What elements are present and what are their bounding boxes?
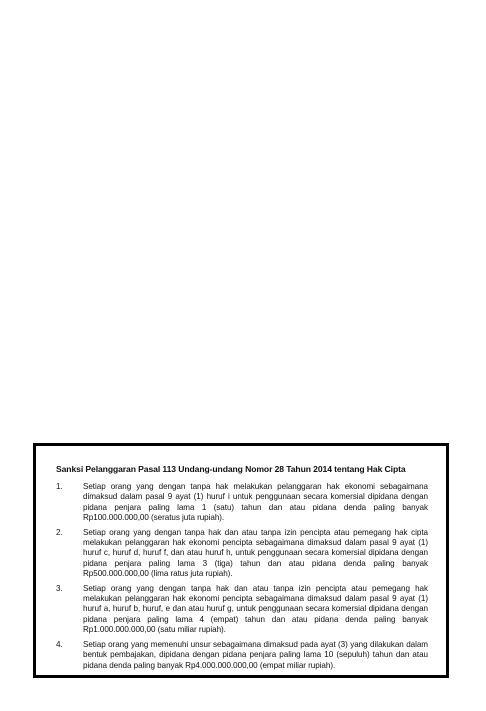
- sanction-list: [56, 482, 428, 671]
- item-number: 3.: [56, 583, 63, 593]
- item-text: Setiap orang yang dengan tanpa hak dan atau tanpa izin pencipta atau pemegang hak melakukan pelanggaran hak ekonomi pencipta sebagaimana dimaksud dalam pasal 9 ayat (1) huruf a, huruf b, huruf, e dan atau huruf g, untuk penggunaan secara komersial dipidana dengan pidana penjara paling lama 4 (empat) tahun dan atau pidana denda paling banyak Rp1.000.000.000,00 (satu miliar rupiah).: [83, 583, 428, 635]
- item-text: Setiap orang yang dengan tanpa hak melakukan pelanggaran hak ekonomi sebagaimana dimaksud dalam pasal 9 ayat (1) huruf i untuk penggunaan secara komersial dipidana dengan pidana penjara paling lama 1 (satu) tahun dan atau pidana denda paling banyak Rp100.000.000,00 (seratus juta rupiah).: [83, 482, 428, 523]
- item-number: 4.: [56, 639, 63, 649]
- list-item: [56, 482, 428, 524]
- list-item: [56, 528, 428, 580]
- list-item: [56, 584, 428, 636]
- item-text: Setiap orang yang memenuhi unsur sebagaimana dimaksud pada ayat (3) yang dilakukan dalam bentuk pembajakan, dipidana dengan pidana penjara paling lama 10 (sepuluh) tahun dan atau pidana denda paling banyak Rp4.000.000.000,00 (empat miliar rupiah).: [83, 639, 428, 670]
- item-text: Setiap orang yang dengan tanpa hak dan atau tanpa izin pencipta atau pemegang hak cipta melakukan pelanggaran hak ekonomi pencipta sebagaimana dimaksud dalam pasal 9 ayat (1) huruf c, huruf d, huruf f, dan atau huruf h, untuk penggunaan secara komersial dipidana dengan pidana penjara paling lama 3 (tiga) tahun dan atau pidana denda paling banyak Rp500.000.000,00 (lima ratus juta rupiah).: [83, 527, 428, 579]
- list-item: [56, 640, 428, 671]
- item-number: 2.: [56, 527, 63, 537]
- sanction-title: Sanksi Pelanggaran Pasal 113 Undang-undang Nomor 28 Tahun 2014 tentang Hak Cipta: [56, 464, 406, 474]
- copyright-sanction-box: [33, 443, 449, 678]
- item-number: 1.: [56, 482, 63, 491]
